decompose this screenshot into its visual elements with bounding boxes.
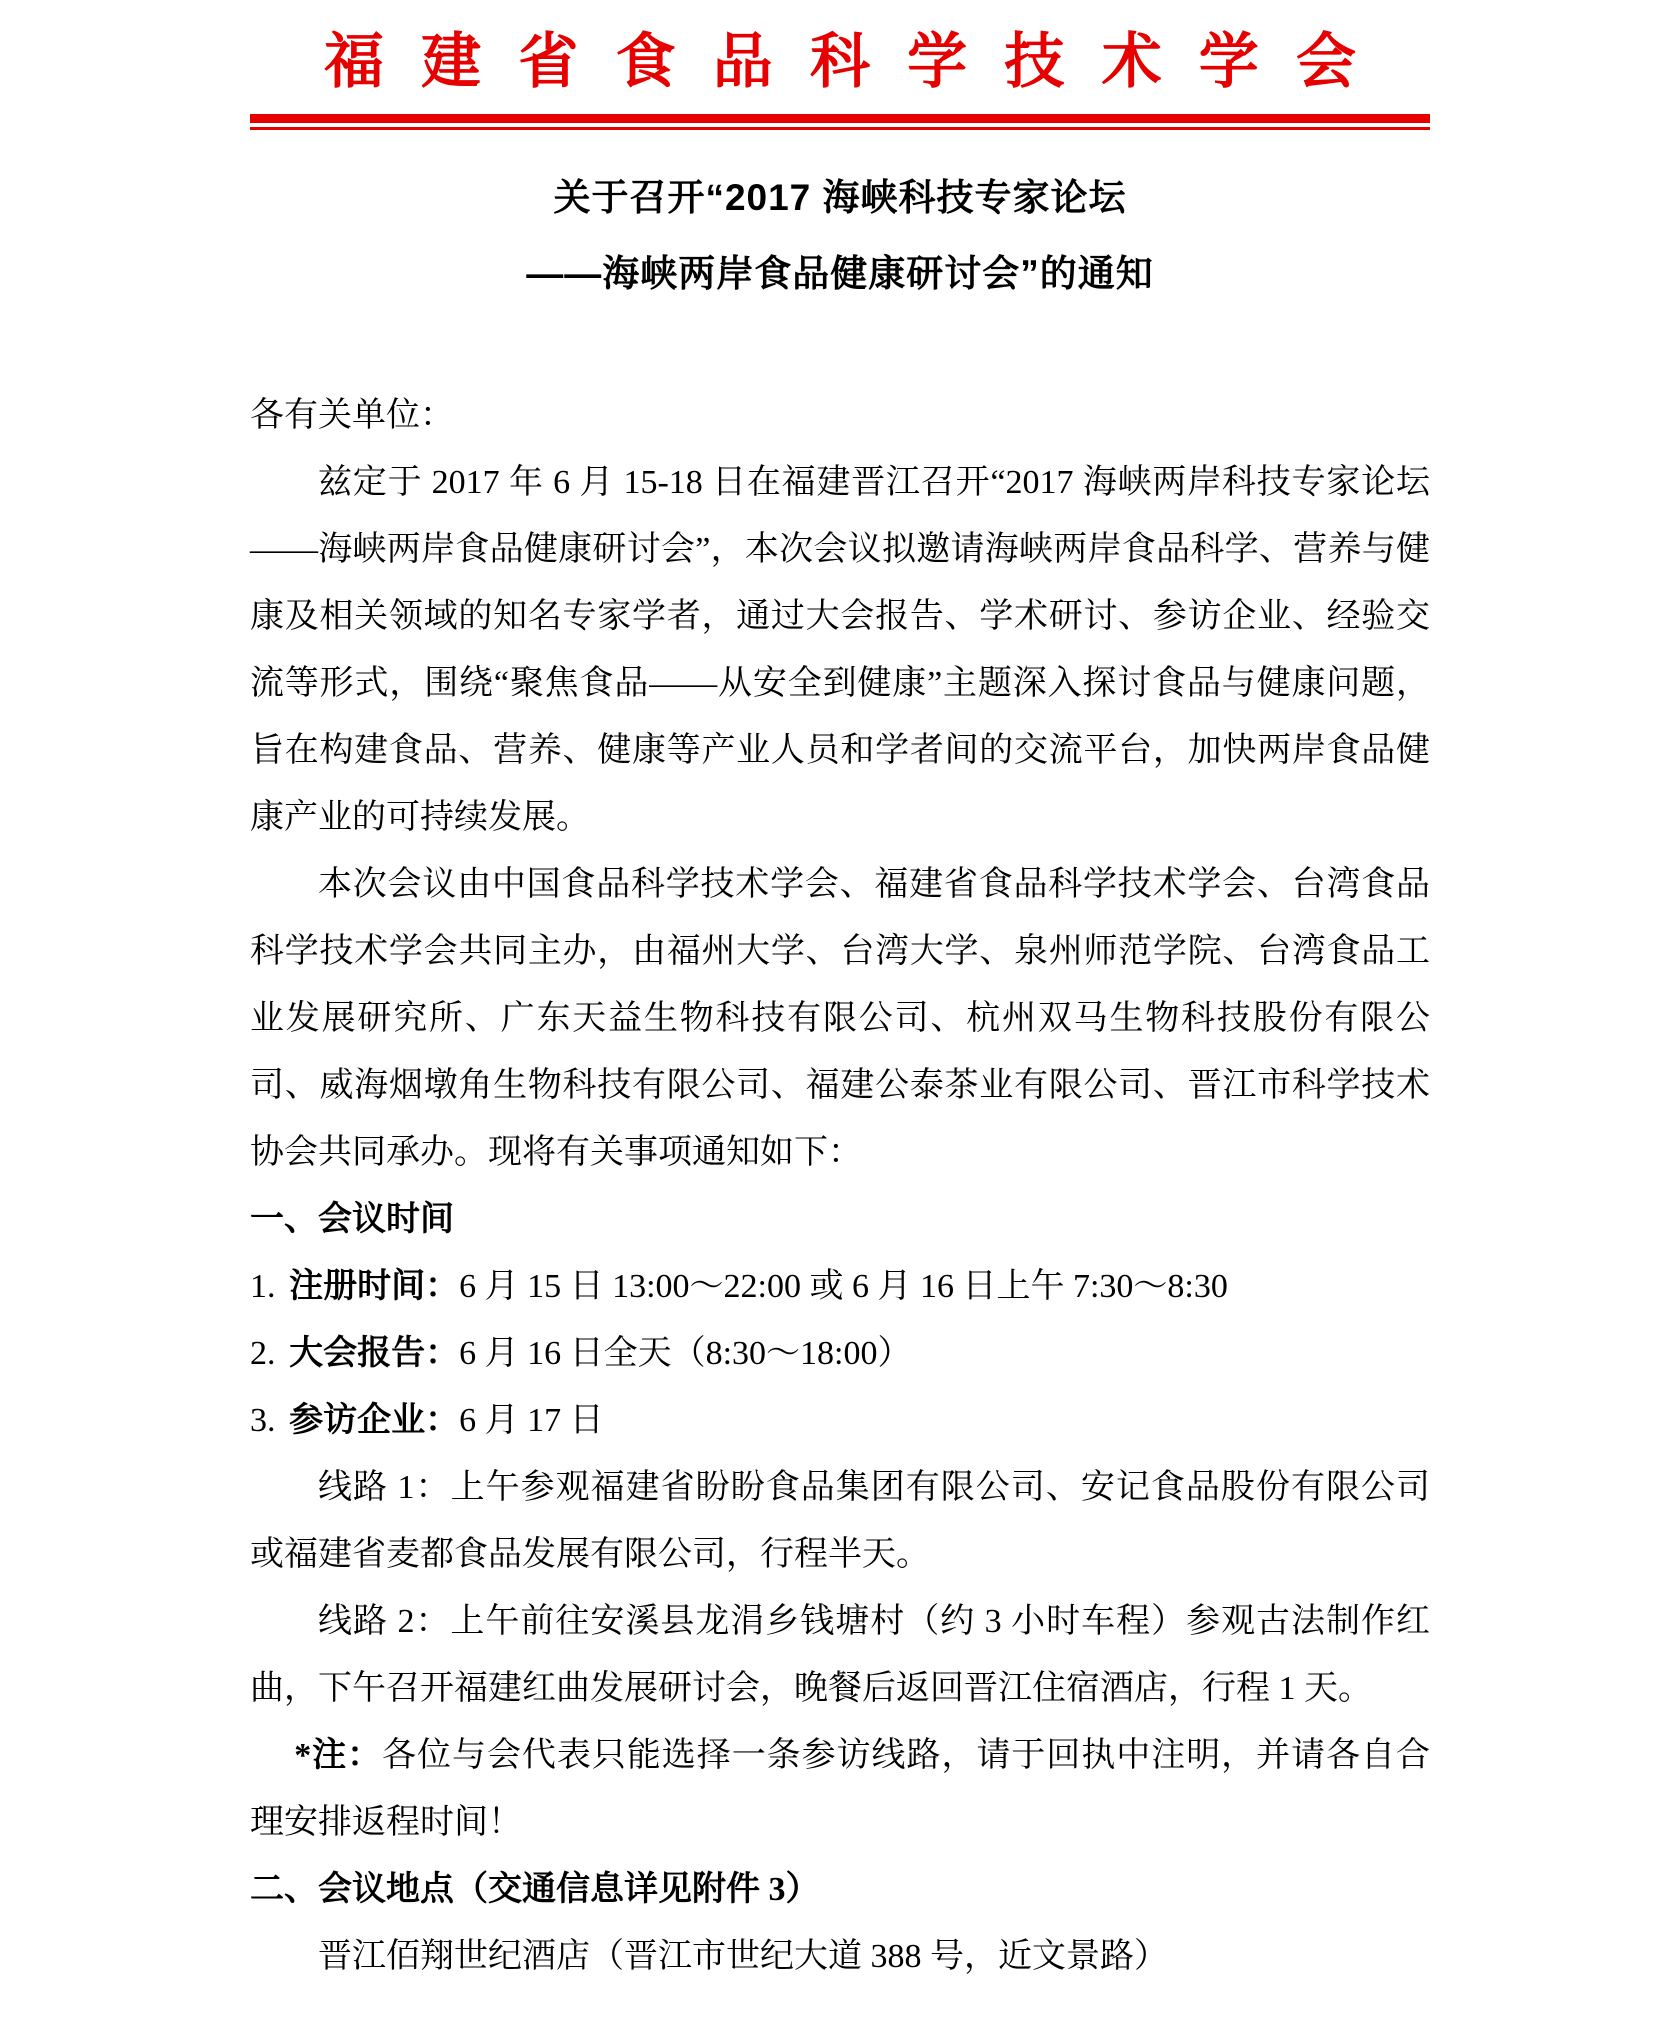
item-label: 大会报告： bbox=[289, 1335, 460, 1372]
letterhead bbox=[250, 18, 1430, 130]
item-label: 注册时间： bbox=[289, 1268, 460, 1305]
section2-heading: 二、会议地点（交通信息详见附件 3） bbox=[250, 1871, 820, 1908]
agenda-item-registration bbox=[250, 1253, 1430, 1320]
org-name: 福建省食品科学技术学会 bbox=[323, 29, 1394, 95]
note-label: *注： bbox=[294, 1737, 383, 1774]
section1-heading: 一、会议时间 bbox=[250, 1201, 454, 1238]
item-text: 6 月 15 日 13:00～22:00 或 6 月 16 日上午 7:30～8:30 bbox=[459, 1268, 1228, 1305]
note-text: 各位与会代表只能选择一条参访线路，请于回执中注明，并请各自合理安排返程时间！ bbox=[250, 1737, 1430, 1841]
route1-paragraph: 线路 1：上午参观福建省盼盼食品集团有限公司、安记食品股份有限公司或福建省麦都食品发展有限公司，行程半天。 bbox=[250, 1469, 1430, 1573]
agenda-item-visits bbox=[250, 1387, 1430, 1454]
doc-title-line1: 关于召开“2017 海峡科技专家论坛 bbox=[553, 177, 1127, 218]
paragraph-organizers: 本次会议由中国食品科学技术学会、福建省食品科学技术学会、台湾食品科学技术学会共同主办，由福州大学、台湾大学、泉州师范学院、台湾食品工业发展研究所、广东天益生物科技有限公司、杭州双马生物科技股份有限公司、威海烟墩角生物科技有限公司、福建公泰茶业有限公司、晋江市科学技术协会共同承办。现将有关事项通知如下： bbox=[250, 866, 1430, 1171]
venue-line: 晋江佰翔世纪酒店（晋江市世纪大道 388 号，近文景路） bbox=[318, 1938, 1168, 1975]
salutation: 各有关单位： bbox=[250, 397, 454, 434]
paragraph-intro: 兹定于 2017 年 6 月 15-18 日在福建晋江召开“2017 海峡两岸科技专家论坛——海峡两岸食品健康研讨会”，本次会议拟邀请海峡两岸食品科学、营养与健康及相关领域的知名专家学者，通过大会报告、学术研讨、参访企业、经验交流等形式，围绕“聚焦食品——从安全到健康”主题深入探讨食品与健康问题，旨在构建食品、营养、健康等产业人员和学者间的交流平台，加快两岸食品健康产业的可持续发展。 bbox=[250, 464, 1430, 836]
item-number: 2. bbox=[250, 1335, 276, 1372]
rule-thin-line bbox=[250, 127, 1430, 130]
agenda-item-plenary bbox=[250, 1320, 1430, 1387]
rule-thick-line bbox=[250, 114, 1430, 123]
item-text: 6 月 16 日全天（8:30～18:00） bbox=[459, 1335, 912, 1372]
route2-paragraph: 线路 2：上午前往安溪县龙涓乡钱塘村（约 3 小时车程）参观古法制作红曲，下午召开福建红曲发展研讨会，晚餐后返回晋江住宿酒店，行程 1 天。 bbox=[250, 1603, 1430, 1707]
item-text: 6 月 17 日 bbox=[459, 1402, 604, 1439]
letterhead-rule bbox=[250, 114, 1430, 130]
item-number: 3. bbox=[250, 1402, 276, 1439]
doc-title-line2: ——海峡两岸食品健康研讨会”的通知 bbox=[526, 253, 1154, 294]
doc-title bbox=[250, 160, 1430, 312]
item-label: 参访企业： bbox=[289, 1402, 460, 1439]
note-paragraph bbox=[250, 1722, 1430, 1856]
item-number: 1. bbox=[250, 1268, 276, 1305]
